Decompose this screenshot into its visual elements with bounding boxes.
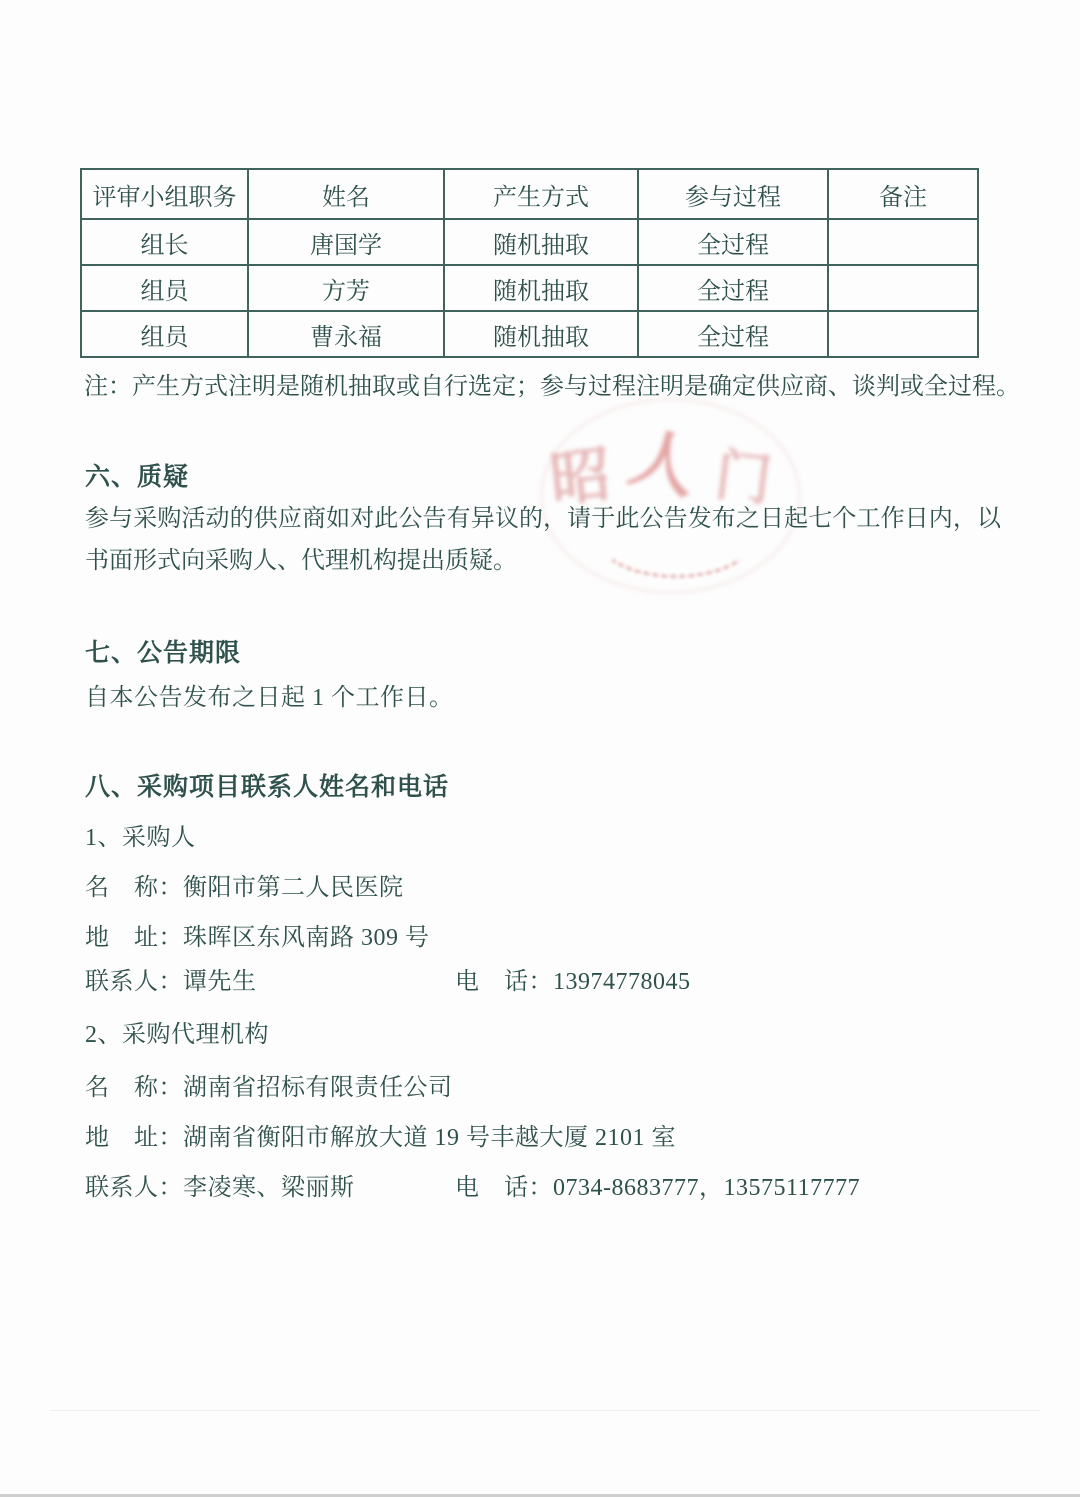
table-cell: 组员: [81, 311, 248, 357]
table-cell: [828, 219, 978, 265]
table-header-cell: 姓名: [248, 169, 444, 219]
agency-address: 地 址：湖南省衡阳市解放大道 19 号丰越大厦 2101 室: [85, 1125, 676, 1151]
table-header-cell: 备注: [828, 169, 978, 219]
purchaser-address: 地 址：珠晖区东风南路 309 号: [85, 925, 430, 951]
table-cell: 随机抽取: [444, 265, 638, 311]
agency-label: 2、采购代理机构: [85, 1022, 269, 1048]
agency-contact: 联系人：李凌寒、梁丽斯: [85, 1175, 355, 1201]
section-seven-body: 自本公告发布之日起 1 个工作日。: [85, 685, 454, 711]
table-row: [81, 219, 978, 265]
purchaser-name: 名 称：衡阳市第二人民医院: [85, 875, 404, 901]
table-cell: 组员: [81, 265, 248, 311]
purchaser-label: 1、采购人: [85, 825, 196, 851]
table-cell: 曹永福: [248, 311, 444, 357]
table-note: 注：产生方式注明是随机抽取或自行选定；参与过程注明是确定供应商、谈判或全过程。: [84, 374, 1020, 400]
table-cell: 唐国学: [248, 219, 444, 265]
stamp-character-fragment: 门: [711, 444, 775, 514]
table-cell: 组长: [81, 219, 248, 265]
section-six-title: 六、质疑: [85, 464, 190, 491]
purchaser-phone: 电 话：13974778045: [455, 969, 691, 995]
table-cell: 全过程: [638, 219, 828, 265]
stamp-character-fragment: 昭: [547, 442, 614, 514]
table-row: [81, 265, 978, 311]
table-cell: [828, 265, 978, 311]
table-header-cell: 评审小组职务: [81, 169, 248, 219]
agency-contact-row: [85, 1167, 985, 1202]
table-header-row: [81, 169, 978, 219]
section-six-body: 参与采购活动的供应商如对此公告有异议的，请于此公告发布之日起七个工作日内，以书面形式向采购人、代理机构提出质疑。: [85, 506, 1001, 574]
purchaser-contact: 联系人：谭先生: [85, 969, 257, 995]
table-cell: 随机抽取: [444, 219, 638, 265]
agency-name: 名 称：湖南省招标有限责任公司: [85, 1075, 453, 1101]
table-cell: 随机抽取: [444, 311, 638, 357]
review-panel-table: [80, 168, 979, 358]
agency-phone: 电 话：0734-8683777，13575117777: [455, 1175, 861, 1201]
section-seven-title: 七、公告期限: [85, 640, 242, 667]
table-cell: 全过程: [638, 265, 828, 311]
purchaser-contact-row: [85, 961, 945, 996]
table-row: [81, 311, 978, 357]
section-eight-title: 八、采购项目联系人姓名和电话: [85, 774, 450, 801]
scan-artifact-line: [50, 1410, 1040, 1411]
table-cell: [828, 311, 978, 357]
table-header-cell: 产生方式: [444, 169, 638, 219]
stamp-character-fragment: 人: [622, 420, 705, 508]
table-cell: 方芳: [248, 265, 444, 311]
table-cell: 全过程: [638, 311, 828, 357]
table-header-cell: 参与过程: [638, 169, 828, 219]
